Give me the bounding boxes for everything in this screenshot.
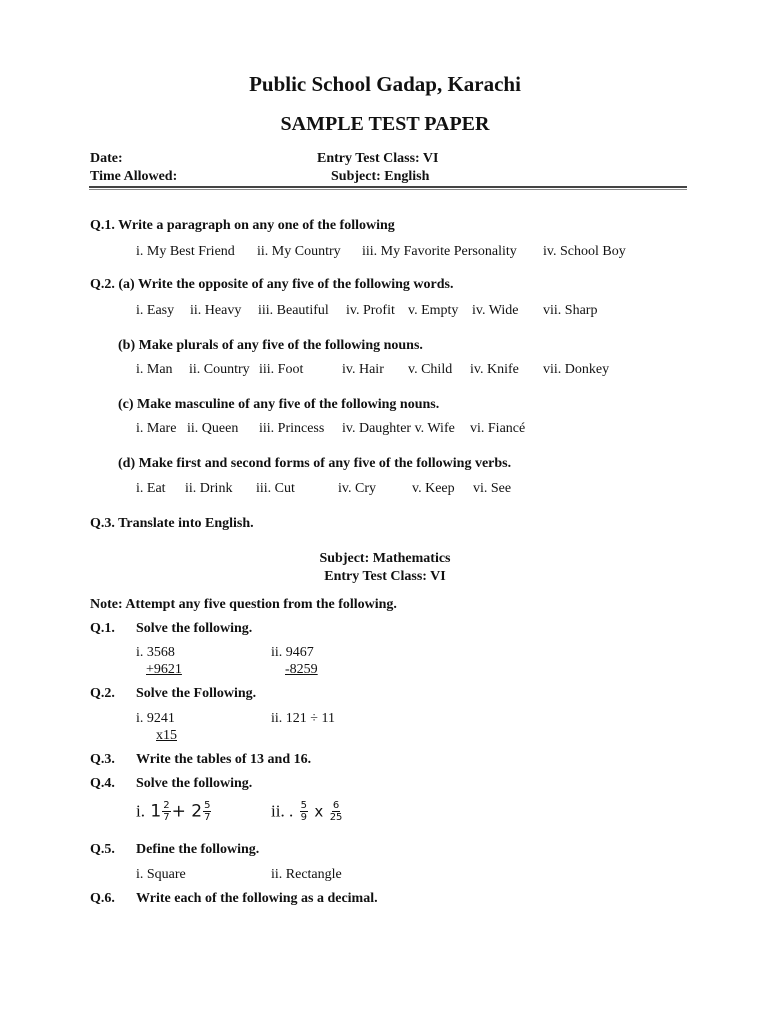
english-q2b-heading: (b) Make plurals of any five of the following nouns. bbox=[118, 338, 423, 353]
fraction bbox=[203, 800, 211, 823]
list-item: vii. Donkey bbox=[543, 362, 610, 377]
list-item: iii. Beautiful bbox=[258, 303, 329, 318]
math-q1-a-top: i. 3568 bbox=[136, 645, 175, 660]
math-q4-i-label: i. bbox=[136, 801, 145, 821]
fraction-denominator: 7 bbox=[204, 812, 211, 823]
math-q4-number: Q.4. bbox=[90, 776, 115, 791]
math-q2-number: Q.2. bbox=[90, 686, 115, 701]
list-item: i. Mare bbox=[136, 421, 177, 436]
list-item: i. Man bbox=[136, 362, 173, 377]
fraction-numerator: 6 bbox=[332, 800, 340, 811]
fraction-numerator: 2 bbox=[163, 800, 170, 811]
english-q3-heading: Q.3. Translate into English. bbox=[90, 516, 254, 531]
fraction bbox=[162, 800, 170, 823]
list-item: iv. Cry bbox=[338, 481, 376, 496]
list-item: iv. Hair bbox=[342, 362, 384, 377]
math-q6-number: Q.6. bbox=[90, 891, 115, 906]
school-name: Public School Gadap, Karachi bbox=[249, 72, 521, 96]
list-item: v. Empty bbox=[408, 303, 459, 318]
math-q4-ii-expression bbox=[271, 800, 343, 823]
list-item: iii. Foot bbox=[259, 362, 304, 377]
list-item: ii. Drink bbox=[185, 481, 233, 496]
math-q5-number: Q.5. bbox=[90, 842, 115, 857]
math-q1-number: Q.1. bbox=[90, 621, 115, 636]
subject-label: Subject: English bbox=[331, 169, 430, 184]
list-item: i. Eat bbox=[136, 481, 166, 496]
list-item: iv. Knife bbox=[470, 362, 519, 377]
math-q2-a-bottom: x15 bbox=[156, 728, 177, 743]
list-item: iii. Cut bbox=[256, 481, 295, 496]
math-q1-b-bottom: -8259 bbox=[285, 662, 318, 677]
list-item: ii. Country bbox=[189, 362, 250, 377]
list-item: iv. Wide bbox=[472, 303, 519, 318]
fraction bbox=[330, 800, 343, 823]
list-item: vi. See bbox=[473, 481, 512, 496]
math-q4-i-whole1: 1 bbox=[150, 801, 162, 822]
fraction-denominator: 25 bbox=[329, 812, 343, 823]
fraction-denominator: 7 bbox=[163, 812, 170, 823]
fraction bbox=[300, 800, 308, 823]
entry-class-label: Entry Test Class: VI bbox=[317, 151, 439, 166]
math-q2-b: ii. 121 ÷ 11 bbox=[271, 711, 335, 726]
header-divider bbox=[89, 186, 687, 188]
header-divider-thin bbox=[89, 189, 687, 190]
list-item: vii. Sharp bbox=[543, 303, 598, 318]
math-q3-text: Write the tables of 13 and 16. bbox=[136, 752, 312, 767]
math-q3-number: Q.3. bbox=[90, 752, 115, 767]
fraction-denominator: 9 bbox=[300, 812, 307, 823]
fraction-numerator: 5 bbox=[204, 800, 211, 811]
math-q5-a: i. Square bbox=[136, 867, 186, 882]
plus-sign: + bbox=[171, 801, 186, 822]
list-item: iv. Daughter v. Wife bbox=[342, 421, 455, 436]
math-q5-text: Define the following. bbox=[136, 842, 260, 857]
math-q6-text: Write each of the following as a decimal. bbox=[136, 891, 378, 906]
english-q2c-heading: (c) Make masculine of any five of the following nouns. bbox=[118, 397, 440, 412]
time-allowed-label: Time Allowed: bbox=[90, 169, 178, 184]
math-q1-text: Solve the following. bbox=[136, 621, 253, 636]
english-q2a-heading: Q.2. (a) Write the opposite of any five of the following words. bbox=[90, 277, 454, 292]
date-label: Date: bbox=[90, 151, 123, 166]
list-item: v. Keep bbox=[412, 481, 455, 496]
list-item: iv. School Boy bbox=[543, 244, 626, 259]
list-item: ii. My Country bbox=[257, 244, 341, 259]
math-q1-a-bottom: +9621 bbox=[146, 662, 182, 677]
list-item: iv. Profit bbox=[346, 303, 395, 318]
multiply-sign: x bbox=[314, 802, 324, 821]
math-q4-i-expression bbox=[136, 800, 212, 823]
english-q2d-heading: (d) Make first and second forms of any five of the following verbs. bbox=[118, 456, 512, 471]
math-q5-b: ii. Rectangle bbox=[271, 867, 342, 882]
list-item: iii. My Favorite Personality bbox=[362, 244, 517, 259]
math-class-label: Entry Test Class: VI bbox=[324, 569, 446, 584]
fraction-numerator: 5 bbox=[300, 800, 307, 811]
list-item: i. My Best Friend bbox=[136, 244, 235, 259]
list-item: ii. Queen bbox=[187, 421, 239, 436]
list-item: iii. Princess bbox=[259, 421, 325, 436]
english-q1-heading: Q.1. Write a paragraph on any one of the following bbox=[90, 218, 395, 233]
math-q4-text: Solve the following. bbox=[136, 776, 253, 791]
list-item: vi. Fiancé bbox=[470, 421, 526, 436]
math-q2-a-top: i. 9241 bbox=[136, 711, 175, 726]
list-item: ii. Heavy bbox=[190, 303, 242, 318]
list-item: i. Easy bbox=[136, 303, 175, 318]
math-note: Note: Attempt any five question from the following. bbox=[90, 597, 397, 612]
list-item: v. Child bbox=[408, 362, 453, 377]
paper-title: SAMPLE TEST PAPER bbox=[280, 113, 490, 135]
math-subject-label: Subject: Mathematics bbox=[319, 551, 451, 566]
math-q4-i-whole2: 2 bbox=[191, 801, 203, 822]
math-q2-text: Solve the Following. bbox=[136, 686, 257, 701]
math-q4-ii-label: ii. . bbox=[271, 801, 294, 821]
math-q1-b-top: ii. 9467 bbox=[271, 645, 314, 660]
